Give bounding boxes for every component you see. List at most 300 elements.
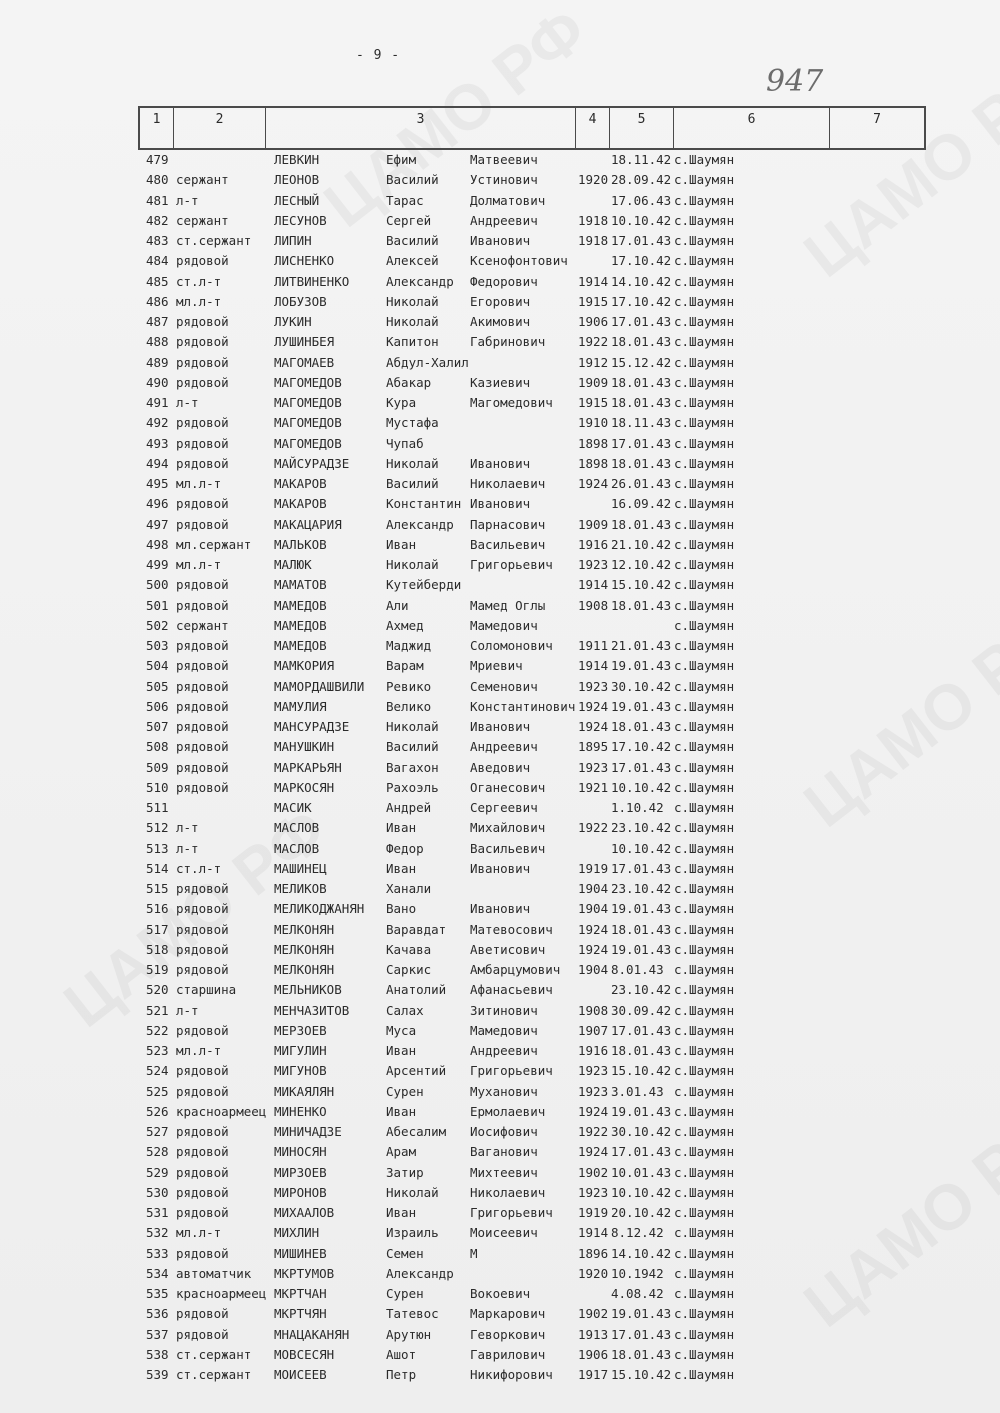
given-name: Чупаб	[386, 435, 424, 451]
military-rank: рядовой	[176, 415, 229, 431]
surname: МАМЕДОВ	[274, 638, 327, 653]
birth-year: 1914	[578, 273, 609, 289]
military-rank: рядовой	[176, 901, 229, 917]
list-item	[0, 395, 1000, 415]
death-date: 10.10.42	[611, 840, 672, 856]
given-name: Абакар	[386, 374, 432, 390]
burial-place: с.Шаумян	[674, 1265, 735, 1281]
list-item	[0, 739, 1000, 759]
given-name: Рахоэль	[386, 779, 439, 795]
military-rank: рядовой	[176, 1144, 229, 1160]
burial-place: с.Шаумян	[674, 212, 735, 228]
burial-place: с.Шаумян	[674, 192, 735, 208]
patronymic: Иванович	[470, 455, 531, 471]
military-rank: автоматчик	[176, 1265, 252, 1281]
death-date: 10.01.43	[611, 1164, 672, 1180]
surname: МЕНЧАЗИТОВ	[274, 1002, 350, 1018]
burial-place: с.Шаумян	[674, 820, 735, 836]
given-name: Вано	[386, 901, 417, 917]
patronymic: Амбарцумович	[470, 962, 561, 977]
given-name: Иван	[386, 860, 417, 876]
record-number: 504	[146, 658, 169, 674]
given-name: Саркис	[386, 962, 432, 977]
record-number: 514	[146, 860, 169, 876]
given-name: Николай	[386, 1184, 439, 1200]
given-name: Николай	[386, 455, 439, 471]
death-date: 18.01.43	[611, 921, 672, 937]
surname: МКРТЧЯН	[274, 1306, 327, 1322]
burial-place: с.Шаумян	[674, 1144, 735, 1160]
death-date: 18.01.43	[611, 516, 672, 532]
birth-year: 1904	[578, 962, 609, 977]
birth-year: 1898	[578, 455, 609, 471]
death-date: 10.10.42	[611, 1184, 672, 1200]
surname: МАЛЬКОВ	[274, 536, 327, 552]
record-number: 495	[146, 476, 169, 491]
record-number: 483	[146, 233, 169, 248]
patronymic: Акимович	[470, 314, 531, 329]
military-rank: сержант	[176, 617, 229, 633]
patronymic: Николаевич	[470, 476, 546, 491]
death-date: 14.10.42	[611, 273, 672, 289]
patronymic: М	[470, 1245, 478, 1261]
burial-place: с.Шаумян	[674, 678, 735, 694]
list-item	[0, 719, 1000, 739]
given-name: Татевос	[386, 1306, 439, 1322]
burial-place: с.Шаумян	[674, 1164, 735, 1180]
list-item	[0, 233, 1000, 253]
record-number: 501	[146, 597, 169, 613]
burial-place: с.Шаумян	[674, 638, 735, 653]
record-number: 517	[146, 921, 169, 937]
death-date: 19.01.43	[611, 698, 672, 714]
burial-place: с.Шаумян	[674, 1124, 735, 1139]
patronymic: Мриевич	[470, 658, 523, 674]
death-date: 23.10.42	[611, 820, 672, 836]
death-date: 17.01.43	[611, 1144, 672, 1160]
list-item	[0, 375, 1000, 395]
death-date: 10.10.42	[611, 779, 672, 795]
list-item	[0, 436, 1000, 456]
military-rank: рядовой	[176, 1124, 229, 1139]
record-number: 492	[146, 415, 169, 431]
burial-place: с.Шаумян	[674, 1245, 735, 1261]
birth-year: 1914	[578, 1225, 609, 1241]
surname: МАКАЦАРИЯ	[274, 516, 342, 532]
list-item	[0, 1347, 1000, 1367]
death-date: 17.01.43	[611, 1326, 672, 1342]
burial-place: с.Шаумян	[674, 1286, 735, 1301]
record-number: 518	[146, 941, 169, 957]
surname: МАГОМЕДОВ	[274, 395, 342, 410]
list-item	[0, 699, 1000, 719]
military-rank: рядовой	[176, 1326, 229, 1342]
patronymic: Аведович	[470, 759, 531, 775]
military-rank: рядовой	[176, 314, 229, 329]
patronymic: Матевосович	[470, 921, 553, 937]
given-name: Мустафа	[386, 415, 439, 431]
list-item	[0, 760, 1000, 780]
list-item	[0, 537, 1000, 557]
list-item	[0, 638, 1000, 658]
given-name: Иван	[386, 1103, 417, 1119]
record-number: 493	[146, 435, 169, 451]
given-name: Маджид	[386, 638, 432, 653]
burial-place: с.Шаумян	[674, 1063, 735, 1079]
birth-year: 1924	[578, 476, 609, 491]
list-item	[0, 1003, 1000, 1023]
birth-year: 1919	[578, 860, 609, 876]
military-rank: рядовой	[176, 435, 229, 451]
given-name: Салах	[386, 1002, 424, 1018]
birth-year: 1923	[578, 678, 609, 694]
surname: МЕЛИКОВ	[274, 881, 327, 896]
given-name: Николай	[386, 293, 439, 309]
surname: МАГОМАЕВ	[274, 354, 335, 370]
military-rank: рядовой	[176, 597, 229, 613]
surname: МАГОМЕДОВ	[274, 415, 342, 431]
surname: МИХЛИН	[274, 1225, 320, 1241]
burial-list	[0, 152, 1000, 1387]
column-header: 4	[576, 108, 610, 148]
list-item	[0, 618, 1000, 638]
record-number: 526	[146, 1103, 169, 1119]
burial-place: с.Шаумян	[674, 314, 735, 329]
record-number: 484	[146, 253, 169, 269]
military-rank: рядовой	[176, 1306, 229, 1322]
patronymic: Иосифович	[470, 1124, 538, 1139]
given-name: Василий	[386, 739, 439, 755]
military-rank: рядовой	[176, 941, 229, 957]
birth-year: 1912	[578, 354, 609, 370]
death-date: 19.01.43	[611, 1306, 672, 1322]
column-header: 7	[873, 112, 881, 127]
death-date: 1.10.42	[611, 800, 664, 815]
patronymic: Егорович	[470, 293, 531, 309]
death-date: 18.11.42	[611, 152, 672, 167]
list-item	[0, 274, 1000, 294]
record-number: 523	[146, 1043, 169, 1058]
burial-place: с.Шаумян	[674, 415, 735, 431]
surname: МАСИК	[274, 800, 312, 815]
list-item	[0, 780, 1000, 800]
birth-year: 1924	[578, 1103, 609, 1119]
death-date: 17.01.43	[611, 314, 672, 329]
list-item	[0, 679, 1000, 699]
military-rank: старшина	[176, 982, 237, 998]
death-date: 3.01.43	[611, 1083, 664, 1099]
surname: ЛЕСНЫЙ	[274, 192, 320, 208]
military-rank: мл.л-т	[176, 293, 222, 309]
military-rank: рядовой	[176, 759, 229, 775]
surname: МАЙСУРАДЗЕ	[274, 455, 350, 471]
given-name: Варам	[386, 658, 424, 674]
record-number: 509	[146, 759, 169, 775]
surname: МАГОМЕДОВ	[274, 435, 342, 451]
given-name: Тарас	[386, 192, 424, 208]
surname: МАРКОСЯН	[274, 779, 335, 795]
surname: МИНЕНКО	[274, 1103, 327, 1119]
burial-place: с.Шаумян	[674, 374, 735, 390]
birth-year: 1924	[578, 719, 609, 734]
death-date: 17.10.42	[611, 253, 672, 269]
military-rank: л-т	[176, 840, 199, 856]
birth-year: 1919	[578, 1205, 609, 1220]
patronymic: Васильевич	[470, 840, 546, 856]
surname: МИНОСЯН	[274, 1144, 327, 1160]
burial-place: с.Шаумян	[674, 617, 735, 633]
list-item	[0, 355, 1000, 375]
record-number: 524	[146, 1063, 169, 1079]
birth-year: 1902	[578, 1164, 609, 1180]
patronymic: Иванович	[470, 233, 531, 248]
burial-place: с.Шаумян	[674, 1326, 735, 1342]
record-number: 489	[146, 354, 169, 370]
military-rank: ст.сержант	[176, 1367, 252, 1382]
record-number: 513	[146, 840, 169, 856]
burial-place: с.Шаумян	[674, 152, 735, 167]
birth-year: 1914	[578, 658, 609, 674]
given-name: Ханали	[386, 881, 432, 896]
birth-year: 1915	[578, 395, 609, 410]
death-date: 4.08.42	[611, 1286, 664, 1301]
record-number: 535	[146, 1286, 169, 1301]
list-item	[0, 1104, 1000, 1124]
list-item	[0, 1246, 1000, 1266]
death-date: 17.10.42	[611, 293, 672, 309]
military-rank: рядовой	[176, 1022, 229, 1038]
military-rank: рядовой	[176, 962, 229, 977]
surname: МАМКОРИЯ	[274, 658, 335, 674]
given-name: Капитон	[386, 334, 439, 350]
surname: МИРЗОЕВ	[274, 1164, 327, 1180]
record-number: 520	[146, 982, 169, 998]
military-rank: красноармеец	[176, 1286, 267, 1301]
birth-year: 1909	[578, 374, 609, 390]
birth-year: 1896	[578, 1245, 609, 1261]
list-item	[0, 1124, 1000, 1144]
death-date: 15.10.42	[611, 577, 672, 593]
record-number: 533	[146, 1245, 169, 1261]
death-date: 10.10.42	[611, 212, 672, 228]
record-number: 516	[146, 901, 169, 917]
burial-place: с.Шаумян	[674, 658, 735, 674]
surname: МАСЛОВ	[274, 820, 320, 836]
record-number: 519	[146, 962, 169, 977]
patronymic: Васильевич	[470, 536, 546, 552]
given-name: Ревико	[386, 678, 432, 694]
surname: МНАЦАКАНЯН	[274, 1326, 350, 1342]
list-item	[0, 962, 1000, 982]
military-rank: ст.сержант	[176, 1346, 252, 1362]
death-date: 16.09.42	[611, 496, 672, 512]
military-rank: мл.л-т	[176, 1043, 222, 1058]
surname: ЛЕСУНОВ	[274, 212, 327, 228]
birth-year: 1924	[578, 941, 609, 957]
burial-place: с.Шаумян	[674, 860, 735, 876]
patronymic: Матвеевич	[470, 152, 538, 167]
given-name: Константин	[386, 496, 462, 512]
burial-place: с.Шаумян	[674, 719, 735, 734]
given-name: Александр	[386, 273, 454, 289]
patronymic: Оганесович	[470, 779, 546, 795]
record-number: 496	[146, 496, 169, 512]
birth-year: 1908	[578, 1002, 609, 1018]
patronymic: Андреевич	[470, 1043, 538, 1058]
page-number: - 9 -	[356, 48, 401, 63]
given-name: Абдул-Халил	[386, 354, 469, 370]
death-date: 18.01.43	[611, 1043, 672, 1058]
death-date: 10.1942	[611, 1265, 664, 1281]
record-number: 479	[146, 152, 169, 167]
patronymic: Мамед Оглы	[470, 597, 546, 613]
surname: МИГУНОВ	[274, 1063, 327, 1079]
surname: МЕЛКОНЯН	[274, 941, 335, 957]
death-date: 21.01.43	[611, 638, 672, 653]
surname: ЛЕВКИН	[274, 152, 320, 167]
burial-place: с.Шаумян	[674, 577, 735, 593]
list-item	[0, 861, 1000, 881]
military-rank: рядовой	[176, 678, 229, 694]
patronymic: Моисеевич	[470, 1225, 538, 1241]
death-date: 17.01.43	[611, 759, 672, 775]
birth-year: 1918	[578, 233, 609, 248]
burial-place: с.Шаумян	[674, 172, 735, 188]
burial-place: с.Шаумян	[674, 800, 735, 815]
patronymic: Казиевич	[470, 374, 531, 390]
patronymic: Григорьевич	[470, 1063, 553, 1079]
given-name: Николай	[386, 719, 439, 734]
list-item	[0, 172, 1000, 192]
birth-year: 1923	[578, 557, 609, 572]
surname: МАЛЮК	[274, 557, 312, 572]
given-name: Сергей	[386, 212, 432, 228]
record-number: 481	[146, 192, 169, 208]
list-item	[0, 1286, 1000, 1306]
military-rank: рядовой	[176, 739, 229, 755]
list-item	[0, 800, 1000, 820]
list-item	[0, 1306, 1000, 1326]
given-name: Абесалим	[386, 1124, 447, 1139]
military-rank: рядовой	[176, 779, 229, 795]
record-number: 502	[146, 617, 169, 633]
surname: МИКАЯЛЯН	[274, 1083, 335, 1099]
patronymic: Устинович	[470, 172, 538, 188]
military-rank: л-т	[176, 395, 199, 410]
patronymic: Иванович	[470, 496, 531, 512]
record-number: 539	[146, 1367, 169, 1382]
record-number: 538	[146, 1346, 169, 1362]
death-date: 18.01.43	[611, 1346, 672, 1362]
given-name: Андрей	[386, 800, 432, 815]
surname: ЛУКИН	[274, 314, 312, 329]
surname: МАНУШКИН	[274, 739, 335, 755]
surname: МИШИНЕВ	[274, 1245, 327, 1261]
list-item	[0, 496, 1000, 516]
patronymic: Вокоевич	[470, 1286, 531, 1301]
birth-year: 1911	[578, 638, 609, 653]
birth-year: 1906	[578, 1346, 609, 1362]
given-name: Арсентий	[386, 1063, 447, 1079]
list-item	[0, 1165, 1000, 1185]
surname: МИНИЧАДЗЕ	[274, 1124, 342, 1139]
death-date: 15.10.42	[611, 1063, 672, 1079]
birth-year: 1922	[578, 820, 609, 836]
column-header: 3	[266, 108, 576, 148]
patronymic: Афанасьевич	[470, 982, 553, 998]
burial-place: с.Шаумян	[674, 516, 735, 532]
patronymic: Иванович	[470, 719, 531, 734]
burial-place: с.Шаумян	[674, 779, 735, 795]
given-name: Сурен	[386, 1286, 424, 1301]
list-item	[0, 415, 1000, 435]
given-name: Петр	[386, 1367, 417, 1382]
record-number: 491	[146, 395, 169, 410]
military-rank: сержант	[176, 172, 229, 188]
record-number: 480	[146, 172, 169, 188]
military-rank: мл.сержант	[176, 536, 252, 552]
burial-place: с.Шаумян	[674, 395, 735, 410]
death-date: 26.01.43	[611, 476, 672, 491]
patronymic: Ермолаевич	[470, 1103, 546, 1119]
record-number: 497	[146, 516, 169, 532]
given-name: Александр	[386, 516, 454, 532]
given-name: Кутейберди	[386, 577, 462, 593]
surname: ЛИТВИНЕНКО	[274, 273, 350, 289]
patronymic: Михайлович	[470, 820, 546, 836]
death-date: 17.01.43	[611, 233, 672, 248]
burial-place: с.Шаумян	[674, 921, 735, 937]
death-date: 18.01.43	[611, 719, 672, 734]
list-item	[0, 1043, 1000, 1063]
given-name: Муса	[386, 1022, 417, 1038]
patronymic: Аветисович	[470, 941, 546, 957]
list-item	[0, 942, 1000, 962]
birth-year: 1920	[578, 172, 609, 188]
record-number: 530	[146, 1184, 169, 1200]
birth-year: 1908	[578, 597, 609, 613]
birth-year: 1923	[578, 1083, 609, 1099]
military-rank: рядовой	[176, 496, 229, 512]
list-item	[0, 1367, 1000, 1387]
surname: МАГОМЕДОВ	[274, 374, 342, 390]
burial-place: с.Шаумян	[674, 982, 735, 998]
birth-year: 1921	[578, 779, 609, 795]
list-item	[0, 314, 1000, 334]
given-name: Федор	[386, 840, 424, 856]
given-name: Велико	[386, 698, 432, 714]
death-date: 18.01.43	[611, 374, 672, 390]
birth-year: 1916	[578, 1043, 609, 1058]
birth-year: 1922	[578, 1124, 609, 1139]
death-date: 20.10.42	[611, 1205, 672, 1220]
list-item	[0, 517, 1000, 537]
military-rank: мл.л-т	[176, 476, 222, 491]
birth-year: 1904	[578, 901, 609, 917]
birth-year: 1923	[578, 759, 609, 775]
burial-place: с.Шаумян	[674, 354, 735, 370]
birth-year: 1910	[578, 415, 609, 431]
given-name: Алексей	[386, 253, 439, 269]
record-number: 511	[146, 800, 169, 815]
birth-year: 1924	[578, 698, 609, 714]
patronymic: Никифорович	[470, 1367, 553, 1382]
surname: ЛИСНЕНКО	[274, 253, 335, 269]
birth-year: 1922	[578, 334, 609, 350]
military-rank: ст.сержант	[176, 233, 252, 248]
list-item	[0, 1023, 1000, 1043]
burial-place: с.Шаумян	[674, 233, 735, 248]
